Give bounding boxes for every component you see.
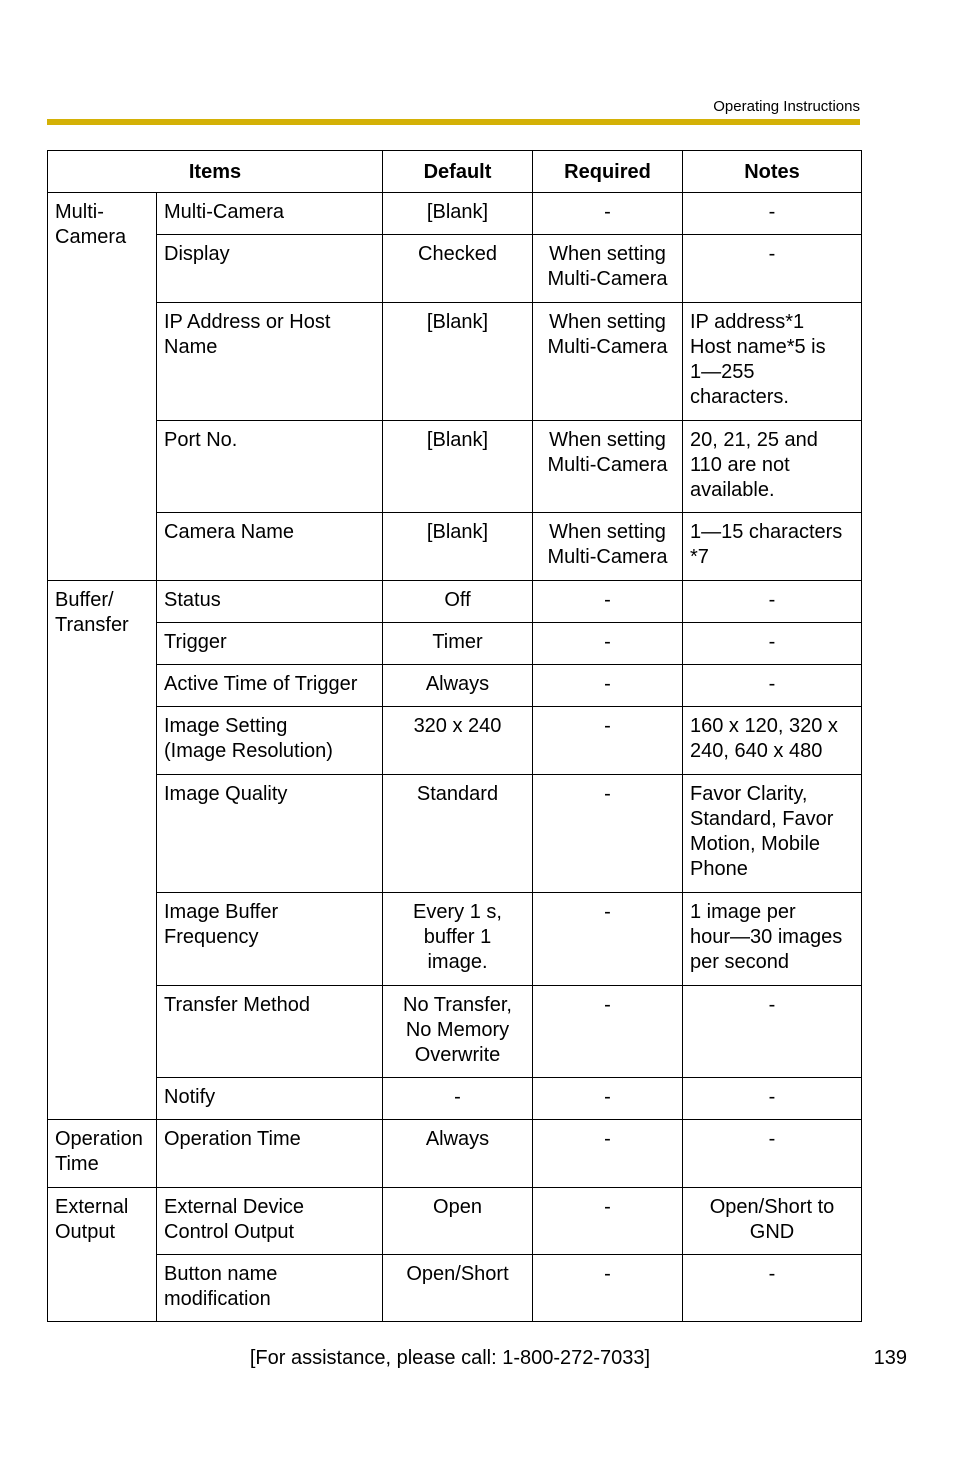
item-cell (157, 893, 383, 986)
required-cell (533, 1255, 683, 1322)
required-cell-line: - (604, 783, 611, 805)
notes-cell-line: - (768, 1263, 776, 1285)
group-name-cell (48, 193, 157, 581)
item-cell (157, 707, 383, 775)
table-row (48, 775, 862, 893)
required-cell-line: When setting (549, 429, 666, 451)
notes-cell (683, 775, 862, 893)
table-row (48, 1188, 862, 1255)
item-cell-line: Status (164, 589, 221, 611)
group-name-cell-line: Output (55, 1221, 116, 1243)
item-cell-line: Name (164, 336, 218, 358)
notes-cell (683, 893, 862, 986)
required-cell-line: When setting (549, 521, 666, 543)
table-row (48, 707, 862, 775)
default-cell (383, 665, 533, 707)
required-cell-line: - (604, 1086, 611, 1108)
table-row (48, 893, 862, 986)
table-row (48, 303, 862, 421)
default-cell-line: Every 1 s, (413, 901, 502, 923)
required-cell-line: When setting (549, 243, 666, 265)
required-cell-line: Multi-Camera (547, 454, 668, 476)
required-cell (533, 303, 683, 421)
item-cell-line: Trigger (164, 631, 227, 653)
default-cell (383, 1255, 533, 1322)
default-cell-line: - (454, 1086, 461, 1108)
default-cell (383, 1188, 533, 1255)
default-cell-line: Overwrite (414, 1044, 501, 1066)
default-cell-line: [Blank] (426, 429, 489, 451)
table-header-row (48, 151, 862, 193)
notes-cell-line: 1—15 characters (690, 521, 843, 543)
group-name-cell-line: Buffer/ (55, 589, 114, 611)
required-cell (533, 1078, 683, 1120)
notes-cell (683, 1120, 862, 1188)
required-cell (533, 623, 683, 665)
required-cell (533, 986, 683, 1078)
item-cell (157, 665, 383, 707)
table-row (48, 665, 862, 707)
default-cell (383, 986, 533, 1078)
item-cell (157, 193, 383, 235)
required-cell-line: - (604, 589, 611, 611)
notes-cell (683, 623, 862, 665)
required-cell (533, 421, 683, 513)
group-name-cell-line: External (55, 1196, 129, 1218)
default-cell-line: [Blank] (426, 201, 489, 223)
group-name-cell-line: Camera (55, 226, 127, 248)
item-cell-line: (Image Resolution) (164, 740, 333, 762)
default-cell (383, 1120, 533, 1188)
default-cell-line: No Transfer, (403, 994, 512, 1016)
header-items: Items (48, 151, 383, 193)
item-cell (157, 421, 383, 513)
header-title: Operating Instructions (713, 98, 860, 115)
default-cell (383, 513, 533, 581)
notes-cell-line: Phone (690, 858, 748, 880)
default-cell (383, 623, 533, 665)
item-cell-line: Frequency (164, 926, 259, 948)
item-cell-line: modification (164, 1288, 271, 1310)
required-cell (533, 1188, 683, 1255)
notes-cell-line: - (768, 994, 776, 1016)
notes-cell-line: - (768, 1086, 776, 1108)
item-cell-line: Display (164, 243, 230, 265)
default-cell-line: Standard (416, 783, 499, 805)
notes-cell-line: 160 x 120, 320 x (690, 715, 838, 737)
settings-table (47, 150, 862, 1322)
notes-cell (683, 513, 862, 581)
item-cell-line: Button name (164, 1263, 278, 1285)
required-cell-line: - (604, 631, 611, 653)
item-cell (157, 235, 383, 303)
notes-cell-line: GND (749, 1221, 795, 1243)
item-cell (157, 581, 383, 623)
notes-cell-line: 1 image per (690, 901, 796, 923)
notes-cell (683, 986, 862, 1078)
required-cell (533, 581, 683, 623)
default-cell-line: No Memory (405, 1019, 510, 1041)
notes-cell-line: 240, 640 x 480 (690, 740, 823, 762)
required-cell (533, 193, 683, 235)
notes-cell-line: 20, 21, 25 and (690, 429, 818, 451)
default-cell-line: 320 x 240 (413, 715, 502, 737)
default-cell (383, 193, 533, 235)
notes-cell-line: IP address*1 (690, 311, 805, 333)
header-notes: Notes (683, 151, 862, 193)
item-cell-line: Notify (164, 1086, 216, 1108)
notes-cell-line: Motion, Mobile (690, 833, 821, 855)
notes-cell-line: 110 are not (690, 454, 790, 476)
required-cell (533, 235, 683, 303)
notes-cell (683, 581, 862, 623)
item-cell-line: Camera Name (164, 521, 295, 543)
table-row (48, 986, 862, 1078)
notes-cell-line: - (768, 673, 776, 695)
table-row (48, 1255, 862, 1322)
table-row (48, 1120, 862, 1188)
header-rule (47, 119, 860, 125)
notes-cell-line: *7 (690, 546, 709, 568)
notes-cell-line: - (768, 589, 776, 611)
default-cell-line: buffer 1 (423, 926, 492, 948)
required-cell-line: Multi-Camera (547, 546, 668, 568)
required-cell-line: Multi-Camera (547, 268, 668, 290)
table-row (48, 193, 862, 235)
notes-cell-line: per second (690, 951, 789, 973)
notes-cell-line: Standard, Favor (690, 808, 834, 830)
notes-cell-line: hour—30 images (690, 926, 843, 948)
required-cell-line: - (604, 1196, 611, 1218)
group-name-cell-line: Time (55, 1153, 99, 1175)
notes-cell (683, 421, 862, 513)
notes-cell-line: Open/Short to (709, 1196, 835, 1218)
group-name-cell (48, 1188, 157, 1322)
default-cell-line: Always (425, 1128, 490, 1150)
required-cell-line: - (604, 201, 611, 223)
notes-cell (683, 665, 862, 707)
item-cell (157, 303, 383, 421)
required-cell-line: - (604, 1263, 611, 1285)
required-cell-line: - (604, 673, 611, 695)
notes-cell (683, 303, 862, 421)
item-cell-line: IP Address or Host (164, 311, 331, 333)
notes-cell (683, 1078, 862, 1120)
item-cell-line: Image Setting (164, 715, 288, 737)
notes-cell-line: - (768, 631, 776, 653)
notes-cell (683, 707, 862, 775)
default-cell-line: Off (444, 589, 471, 611)
required-cell (533, 893, 683, 986)
item-cell (157, 1188, 383, 1255)
default-cell-line: Timer (432, 631, 483, 653)
notes-cell-line: characters. (690, 386, 789, 408)
default-cell-line: [Blank] (426, 311, 489, 333)
item-cell-line: Multi-Camera (164, 201, 285, 223)
required-cell (533, 707, 683, 775)
required-cell-line: - (604, 901, 611, 923)
notes-cell-line: - (768, 201, 776, 223)
header-default: Default (383, 151, 533, 193)
notes-cell-line: available. (690, 479, 775, 501)
default-cell-line: Checked (418, 243, 497, 265)
notes-cell-line: Favor Clarity, (690, 783, 808, 805)
table-row (48, 581, 862, 623)
notes-cell-line: - (768, 1128, 776, 1150)
notes-cell (683, 1188, 862, 1255)
item-cell (157, 1255, 383, 1322)
table-row (48, 513, 862, 581)
assistance-note: [For assistance, please call: 1-800-272-7033] (249, 1347, 651, 1369)
item-cell-line: Active Time of Trigger (164, 673, 358, 695)
group-name-cell-line: Multi- (55, 201, 104, 223)
item-cell-line: Transfer Method (164, 994, 310, 1016)
default-cell (383, 775, 533, 893)
required-cell-line: When setting (549, 311, 666, 333)
default-cell (383, 581, 533, 623)
table-row (48, 421, 862, 513)
item-cell-line: Port No. (164, 429, 238, 451)
item-cell (157, 775, 383, 893)
required-cell-line: - (604, 994, 611, 1016)
default-cell (383, 1078, 533, 1120)
default-cell (383, 421, 533, 513)
item-cell-line: External Device (164, 1196, 305, 1218)
required-cell-line: - (604, 715, 611, 737)
required-cell (533, 513, 683, 581)
default-cell-line: Open/Short (406, 1263, 509, 1285)
item-cell-line: Image Buffer (164, 901, 279, 923)
default-cell-line: Always (425, 673, 490, 695)
default-cell (383, 707, 533, 775)
required-cell-line: Multi-Camera (547, 336, 668, 358)
header-required: Required (533, 151, 683, 193)
notes-cell-line: - (768, 243, 776, 265)
table-row (48, 1078, 862, 1120)
group-name-cell-line: Transfer (55, 614, 129, 636)
required-cell (533, 665, 683, 707)
default-cell (383, 893, 533, 986)
group-name-cell (48, 1120, 157, 1188)
item-cell (157, 1120, 383, 1188)
required-cell-line: - (604, 1128, 611, 1150)
default-cell-line: [Blank] (426, 521, 489, 543)
notes-cell-line: 1—255 (690, 361, 755, 383)
group-name-cell (48, 581, 157, 1120)
table-row (48, 623, 862, 665)
item-cell (157, 1078, 383, 1120)
page-number: 139 (873, 1347, 907, 1369)
default-cell-line: Open (433, 1196, 482, 1218)
table-body (48, 193, 862, 1322)
default-cell (383, 303, 533, 421)
item-cell (157, 986, 383, 1078)
item-cell-line: Operation Time (164, 1128, 301, 1150)
required-cell (533, 1120, 683, 1188)
table-row (48, 235, 862, 303)
required-cell (533, 775, 683, 893)
item-cell (157, 623, 383, 665)
item-cell-line: Image Quality (164, 783, 288, 805)
notes-cell (683, 1255, 862, 1322)
item-cell-line: Control Output (164, 1221, 295, 1243)
group-name-cell-line: Operation (55, 1128, 143, 1150)
notes-cell-line: Host name*5 is (690, 336, 826, 358)
default-cell (383, 235, 533, 303)
notes-cell (683, 235, 862, 303)
notes-cell (683, 193, 862, 235)
default-cell-line: image. (427, 951, 488, 973)
item-cell (157, 513, 383, 581)
